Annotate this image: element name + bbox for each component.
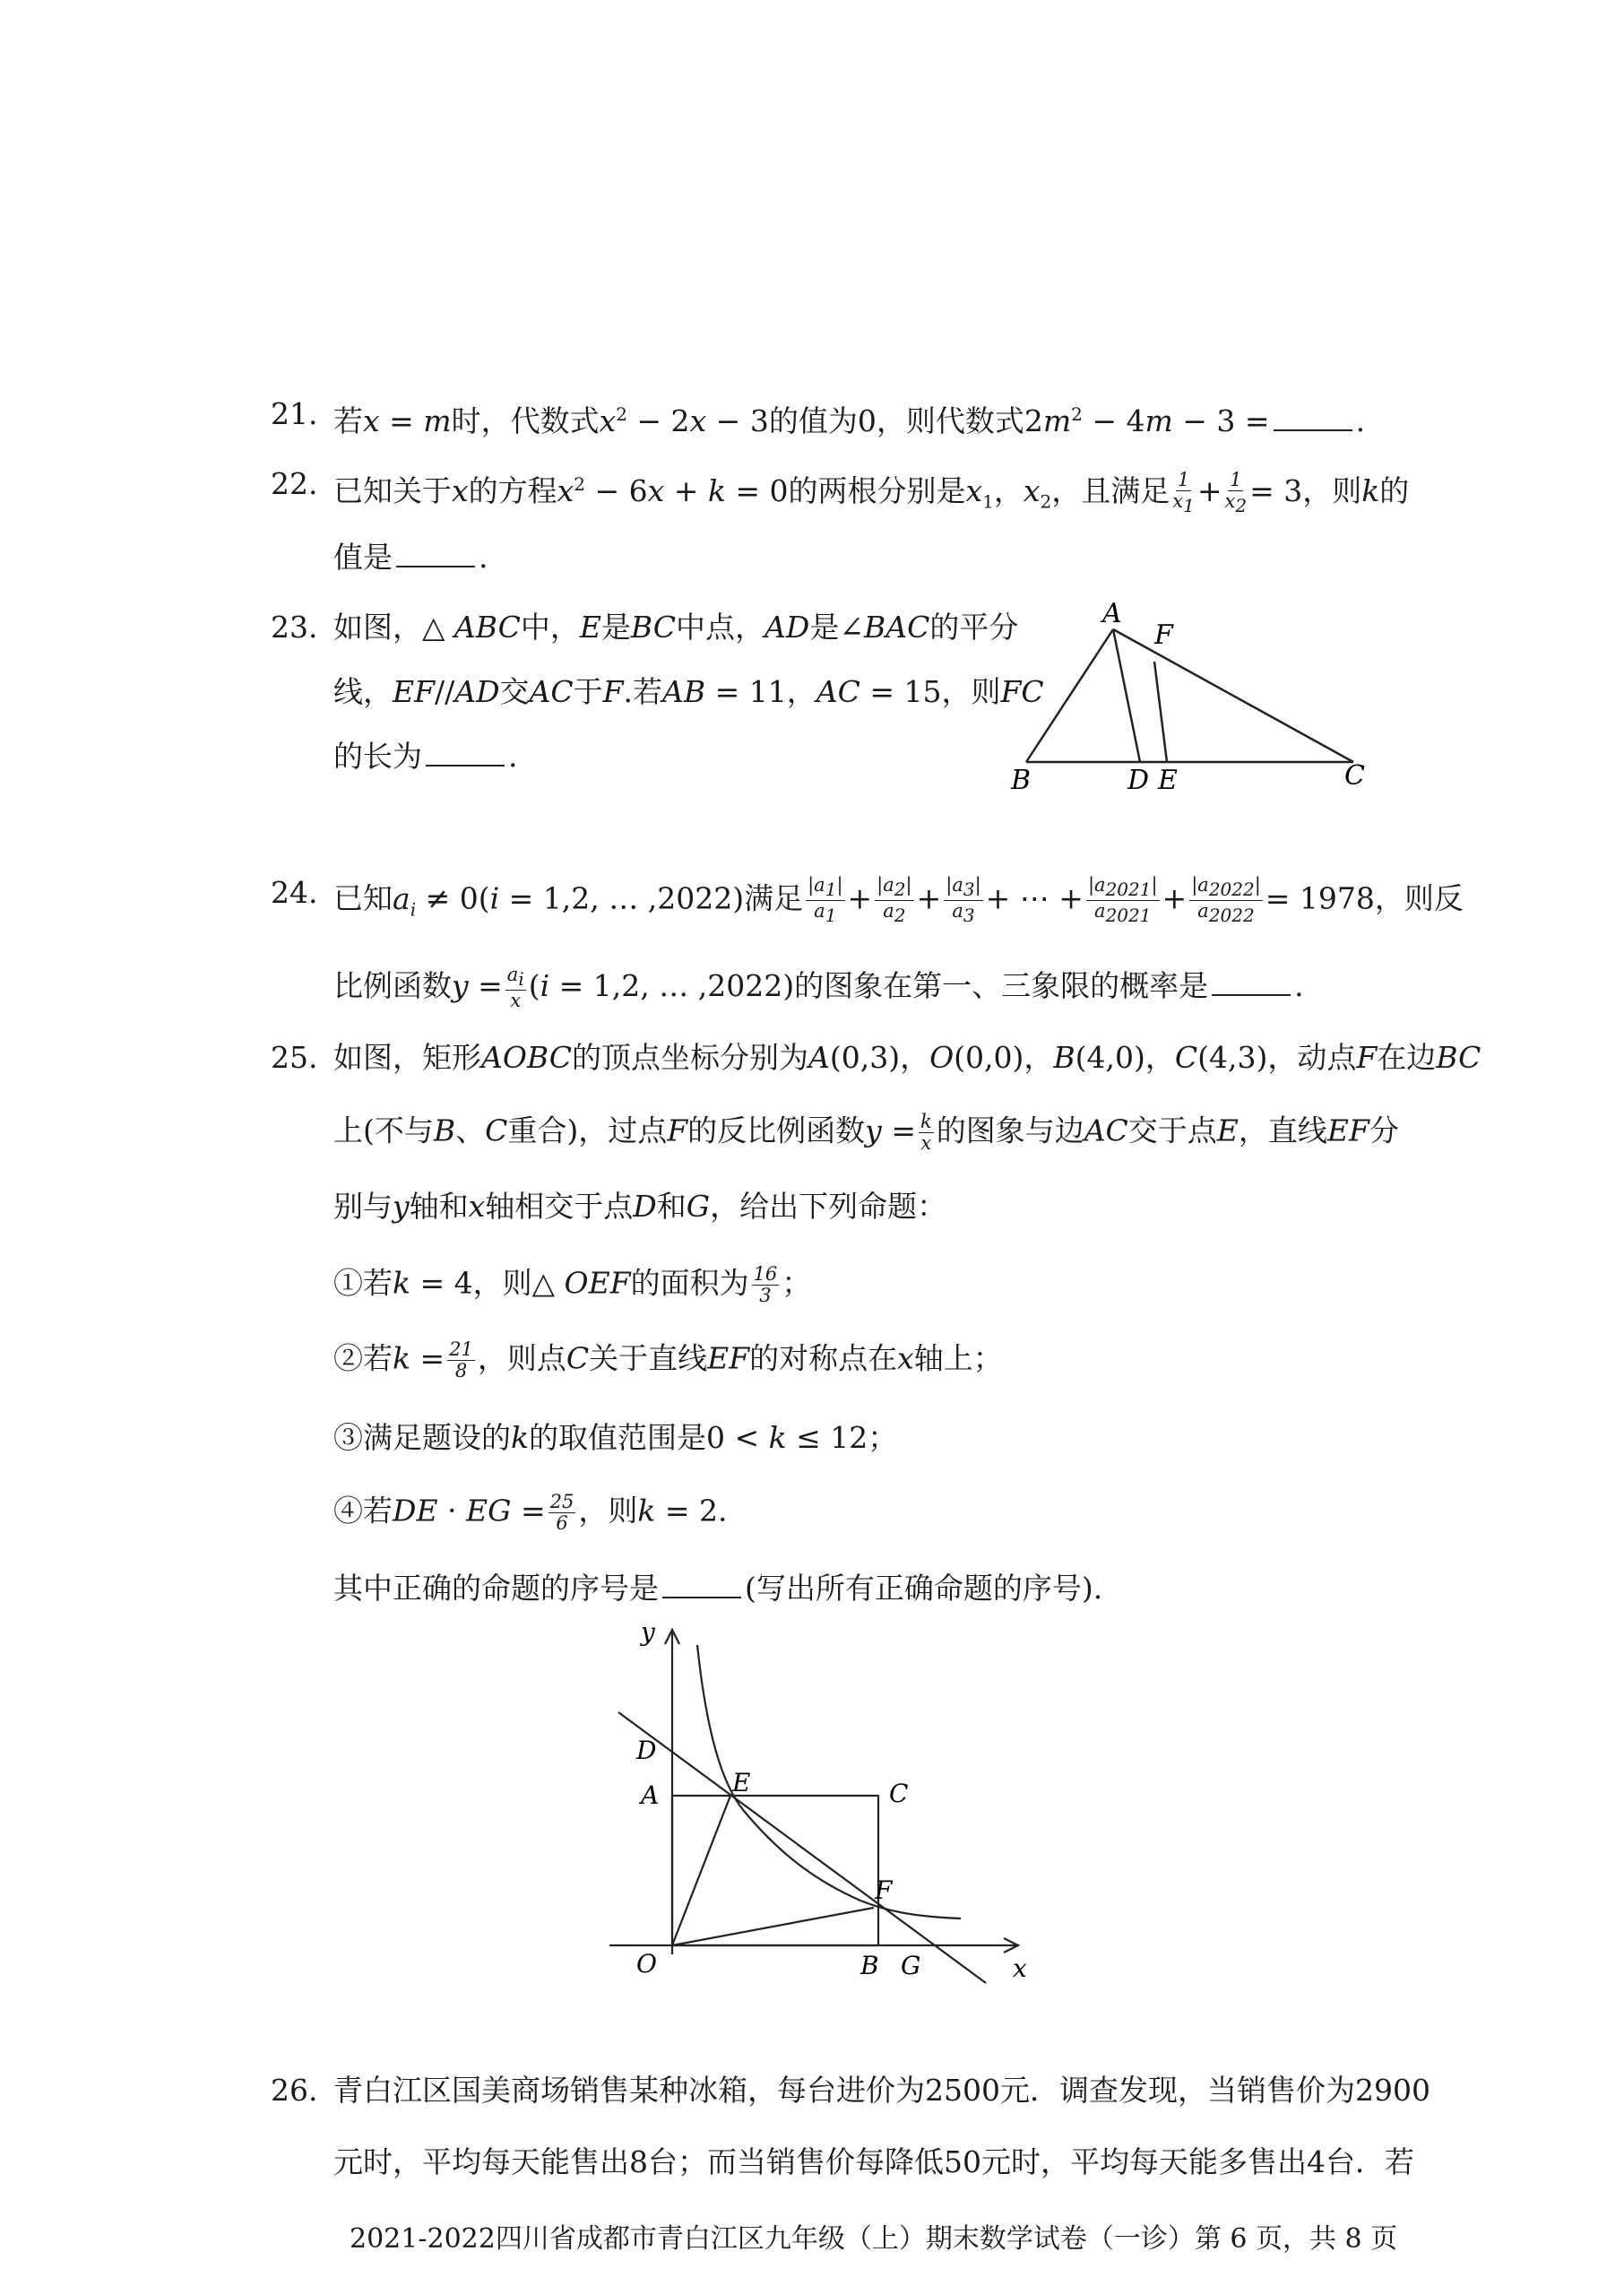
question-26: 青白江区国美商场销售某种冰箱，每台进价为2500元．调查发现，当销售价为2900 — [333, 2073, 1430, 2108]
answer-blank[interactable] — [396, 542, 475, 567]
question-22-cont: 值是 . — [333, 540, 488, 575]
label-c: C — [1344, 760, 1365, 792]
axis-x-label: x — [1013, 1953, 1027, 1983]
label-a: A — [1102, 598, 1122, 629]
question-23: 如图，△ ABC中，E是BC中点，AD是∠BAC的平分 — [333, 610, 1019, 645]
label-f: F — [1154, 619, 1173, 651]
question-number: 23. — [271, 610, 318, 645]
question-number: 26. — [271, 2073, 318, 2108]
question-24-cont: 比例函数y = $\frac{a_i}{x}$ (i = 1,2, … ,2022)的图象在第一、三象限的概率是 . — [333, 964, 1304, 1012]
coordinate-figure — [600, 1614, 1049, 1999]
option-1: ①若k = 4，则△ OEF的面积为 $\frac{16}{3}$ ； — [333, 1263, 812, 1306]
label-b: B — [1011, 765, 1032, 796]
axis-y-label: y — [641, 1617, 655, 1647]
answer-blank[interactable] — [1274, 406, 1352, 431]
question-number: 21. — [271, 396, 318, 431]
point-c: C — [889, 1779, 909, 1808]
point-a: A — [641, 1780, 660, 1810]
question-24: 已知$a_i \ne 0(i = 1,2$, … ,2022)满足 $\frac{|a_1|}{a_1}$ + $\frac{|a_2|}{a_2}$ + $\frac{|a_3|}{a_3}$ + ⋯ + $\frac{|a_{2021}|}{a_{2021}}$ + $\frac{|a_{2022}|}{a_{2022}}$ = 1978，则反 — [333, 874, 1464, 927]
question-25-line2: 上(不与B、C重合)，过点F的反比例函数y = $\frac{k}{x}$ 的图象与边AC交于点E，直线EF分 — [333, 1111, 1399, 1154]
option-3: ③满足题设的k的取值范围是0 < k ≤ 12； — [333, 1420, 898, 1455]
question-23-line2: 线，EF//AD交AC于F.若AB = 11，AC = 15，则FC — [333, 674, 1044, 709]
answer-blank[interactable] — [1212, 971, 1291, 996]
question-25-ask: 其中正确的命题的序号是 (写出所有正确命题的序号). — [333, 1571, 1103, 1606]
question-22: 已知关于x的方程$x^2 - 6x + k = 0$的两根分别是$x_1$，$x_2$，且满足 $\frac{1}{x_1}$ + $\frac{1}{x_2}$ = 3，则k的 — [333, 468, 1410, 517]
option-4: ④若DE · EG = $\frac{25}{6}$ ，则k = 2. — [333, 1491, 728, 1534]
question-23-line3: 的长为 . — [333, 739, 518, 774]
point-o: O — [636, 1949, 657, 1979]
point-d: D — [636, 1736, 657, 1765]
page-footer: 2021-2022四川省成都市青白江区九年级（上）期末数学试卷（一诊）第 6 页，共 8 页 — [350, 2223, 1398, 2255]
option-2: ②若k = $\frac{21}{8}$ ，则点C关于直线EF的对称点在x轴上； — [333, 1338, 1003, 1381]
question-26-line2: 元时，平均每天能售出8台；而当销售价每降低50元时，平均每天能多售出4台．若 — [333, 2144, 1414, 2179]
triangle-figure — [1004, 592, 1380, 798]
point-g: G — [901, 1951, 921, 1980]
question-number: 25. — [271, 1040, 318, 1075]
point-e: E — [732, 1768, 751, 1797]
question-21: 若x = m时，代数式$x^2 - 2x - 3$的值为0，则代数式$2m^2 - 4m - 3$ = . — [333, 403, 1366, 438]
answer-blank[interactable] — [426, 741, 505, 766]
label-d: D — [1127, 765, 1150, 796]
question-25-line3: 别与y轴和x轴相交于点D和G，给出下列命题： — [333, 1189, 947, 1224]
question-number: 22. — [271, 466, 318, 501]
question-25: 如图，矩形AOBC的顶点坐标分别为A(0,3)，O(0,0)，B(4,0)，C(4,3)，动点F在边BC — [333, 1040, 1481, 1075]
label-e: E — [1158, 765, 1178, 796]
question-number: 24. — [271, 875, 318, 910]
answer-blank[interactable] — [662, 1573, 741, 1598]
point-b: B — [860, 1951, 879, 1980]
point-f: F — [875, 1875, 893, 1905]
